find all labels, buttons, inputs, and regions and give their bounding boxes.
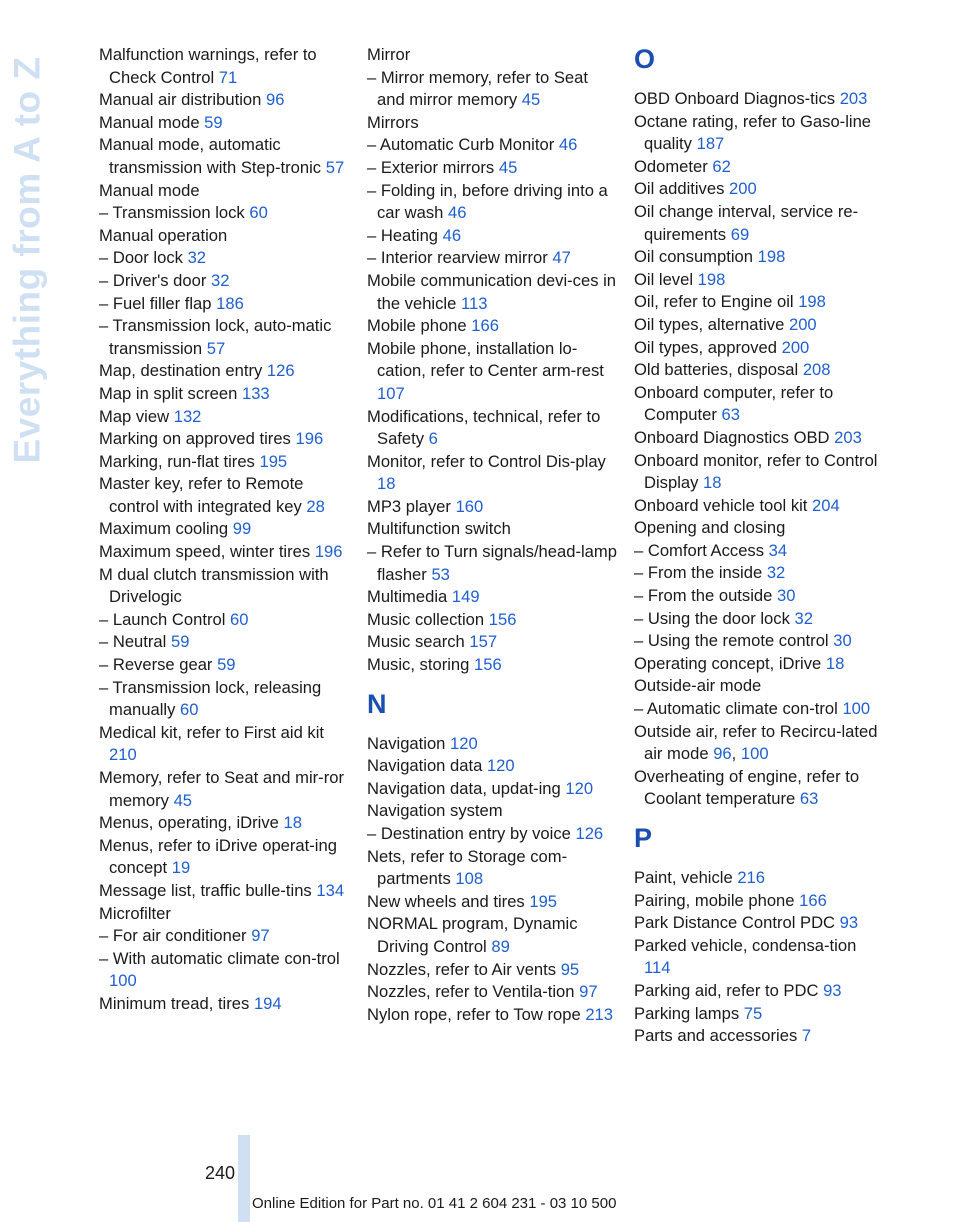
page-reference-link[interactable]: 132 <box>173 406 202 426</box>
page-reference-link[interactable]: 149 <box>451 587 480 607</box>
index-entry <box>367 913 617 958</box>
index-entry <box>99 225 347 248</box>
index-entry-text: Maximum cooling <box>99 519 229 539</box>
index-entry <box>634 337 884 360</box>
index-entry <box>367 44 617 67</box>
page-reference-link[interactable]: 32 <box>187 248 207 268</box>
index-entry-text: Music collection <box>367 609 485 629</box>
index-entry-text: – Automatic climate con-trol <box>634 699 838 719</box>
index-entry-text: NORMAL program, Dynamic Driving Control <box>367 914 578 956</box>
index-entry <box>99 315 347 360</box>
page-reference-link[interactable]: 62 <box>712 156 731 176</box>
page-reference-link[interactable]: 120 <box>450 733 478 753</box>
page-reference-link[interactable]: 47 <box>552 248 571 268</box>
index-entry-text: Oil, refer to Engine oil <box>634 292 794 312</box>
index-entry <box>367 755 617 778</box>
index-entry-text: Oil change interval, service re-quirements <box>634 201 859 244</box>
page-reference-link[interactable]: 204 <box>812 495 840 515</box>
index-entry <box>634 246 884 269</box>
index-entry <box>634 382 884 427</box>
index-entry <box>367 631 617 654</box>
page-reference-link[interactable]: 93 <box>839 913 859 933</box>
page-reference-link[interactable]: 126 <box>266 361 295 381</box>
index-entry-text: Microfilter <box>99 903 171 923</box>
index-entry <box>367 586 617 609</box>
index-entry-text: Multifunction switch <box>367 519 511 539</box>
page-reference-link[interactable]: 198 <box>757 247 786 267</box>
page-reference-link[interactable]: 100 <box>842 699 871 719</box>
index-entry <box>367 609 617 632</box>
index-entry <box>634 111 884 156</box>
index-entry <box>99 564 347 609</box>
index-entry <box>99 835 347 880</box>
page-reference-link[interactable]: 216 <box>737 868 766 887</box>
index-entry-text: – Transmission lock, auto-matic transmission <box>99 316 332 358</box>
page-reference-link[interactable]: 30 <box>833 631 852 651</box>
page-reference-link[interactable]: 108 <box>455 869 484 889</box>
page-reference-link[interactable]: 100 <box>740 744 769 764</box>
index-entry-text: Mobile phone <box>367 316 467 336</box>
index-entry <box>634 291 884 314</box>
index-entry <box>99 451 347 474</box>
page-reference-link[interactable]: 96 <box>265 90 285 110</box>
index-entry-text: Operating concept, iDrive <box>634 653 822 673</box>
index-entry <box>367 270 617 315</box>
index-entry <box>367 338 617 406</box>
index-entry <box>634 867 884 890</box>
index-column-3 <box>634 44 884 1048</box>
index-entry-text: Old batteries, disposal <box>634 360 799 380</box>
page-reference-link[interactable]: 134 <box>316 880 345 900</box>
index-entry <box>99 202 347 225</box>
index-entry-text: – Destination entry by voice <box>367 824 571 843</box>
page-reference-link[interactable]: 45 <box>521 90 541 110</box>
page-reference-link[interactable]: 93 <box>823 980 842 1000</box>
index-entry-text: – Neutral <box>99 632 167 652</box>
index-entry-text: Modifications, technical, refer to Safety <box>367 406 601 449</box>
index-entry-text: Navigation <box>367 733 446 753</box>
index-entry-text: Nets, refer to Storage com-partments <box>367 846 568 889</box>
index-entry <box>99 44 347 89</box>
index-entry-text: Oil types, approved <box>634 337 777 357</box>
page-reference-link[interactable]: 213 <box>585 1004 613 1024</box>
index-entry <box>367 654 617 677</box>
index-entry-text: Oil consumption <box>634 247 753 267</box>
index-entry <box>99 654 347 677</box>
page-reference-link[interactable]: 210 <box>109 745 137 765</box>
page-reference-link[interactable]: 96 <box>713 744 732 764</box>
index-entry-text: Map view <box>99 406 170 426</box>
index-entry-text: – Launch Control <box>99 609 226 629</box>
index-entry-text: – Folding in, before driving into a car wash <box>367 180 608 223</box>
index-entry-text: – Comfort Access <box>634 540 765 560</box>
index-entry <box>634 675 884 698</box>
index-entry-text: Master key, refer to Remote control with integrated key <box>99 474 304 516</box>
page-reference-link[interactable]: 166 <box>471 316 499 336</box>
page-reference-link[interactable]: 195 <box>529 891 558 911</box>
index-entry-text: Mirror <box>367 45 411 64</box>
index-entry-text: Opening and closing <box>634 518 786 538</box>
index-entry <box>634 495 884 518</box>
page-reference-link[interactable]: 156 <box>473 655 502 675</box>
index-entry-text: Parking aid, refer to PDC <box>634 980 819 1000</box>
page-reference-link[interactable]: 45 <box>498 157 518 177</box>
index-entry <box>99 925 347 948</box>
index-entry-text: Navigation system <box>367 801 503 821</box>
index-entry <box>634 427 884 450</box>
index-entry <box>367 541 617 586</box>
page-reference-link[interactable]: 203 <box>834 427 862 447</box>
index-entry-text: – Using the door lock <box>634 608 790 628</box>
index-entry-text: Mobile phone, installation lo-cation, refer to Center arm-rest <box>367 338 604 381</box>
page-reference-link[interactable]: 19 <box>171 858 191 878</box>
index-entry <box>634 630 884 653</box>
index-entry-text: Map, destination entry <box>99 361 263 381</box>
page-reference-link[interactable]: 200 <box>729 179 757 199</box>
page-reference-link[interactable]: 59 <box>204 112 223 132</box>
index-entry-text: Menus, operating, iDrive <box>99 813 279 833</box>
index-entry-text: – Fuel filler flap <box>99 293 212 313</box>
index-entry <box>634 314 884 337</box>
page-reference-link[interactable]: 89 <box>491 936 510 956</box>
index-entry-text: Octane rating, refer to Gaso-line quality <box>634 111 872 154</box>
index-entry <box>634 201 884 246</box>
index-entry-text: MP3 player <box>367 496 451 516</box>
index-entry-text: Mobile communication devi-ces in the vehicle <box>367 270 617 313</box>
page-reference-link[interactable]: 208 <box>802 360 831 380</box>
index-entry-text: – Door lock <box>99 248 183 268</box>
index-entry <box>367 846 617 891</box>
page-reference-link[interactable]: 18 <box>377 474 396 494</box>
index-entry-text: – Refer to Turn signals/head-lamp flasher <box>367 542 617 584</box>
index-entry <box>634 156 884 179</box>
index-entry-text: Manual mode <box>99 112 200 132</box>
index-entry <box>634 608 884 631</box>
page-reference-link[interactable]: 59 <box>170 632 190 652</box>
page-reference-link[interactable]: 57 <box>325 157 345 177</box>
index-entry-text: Onboard computer, refer to Computer <box>634 382 834 425</box>
page-reference-link[interactable]: 63 <box>799 789 819 809</box>
index-entry <box>367 959 617 982</box>
index-entry-text: Navigation data <box>367 756 483 776</box>
index-entry-text: Onboard Diagnostics OBD <box>634 427 830 447</box>
index-entry-text: Mirrors <box>367 112 419 132</box>
index-entry-text: Onboard monitor, refer to Control Display <box>634 450 878 493</box>
index-entry-text: Memory, refer to Seat and mir-ror memory <box>99 768 344 810</box>
index-entry-text: Music, storing <box>367 655 470 675</box>
index-entry <box>99 812 347 835</box>
index-entry <box>367 518 617 541</box>
page-reference-link[interactable]: 187 <box>696 134 725 154</box>
page-reference-link[interactable]: 30 <box>776 586 796 606</box>
index-entry-text: Music search <box>367 632 465 652</box>
index-entry-text: Odometer <box>634 156 708 176</box>
page-reference-link[interactable]: 156 <box>488 609 517 629</box>
page-reference-link[interactable]: 46 <box>558 135 578 155</box>
index-entry <box>634 359 884 382</box>
index-entry-text: Manual air distribution <box>99 90 262 110</box>
index-entry <box>634 450 884 495</box>
index-entry <box>99 518 347 541</box>
page-reference-link[interactable]: 194 <box>253 993 282 1013</box>
page-reference-link[interactable]: 60 <box>249 203 268 223</box>
index-entry <box>367 406 617 451</box>
index-entry <box>634 178 884 201</box>
index-entry <box>99 609 347 632</box>
page-reference-link[interactable]: 53 <box>431 564 450 584</box>
index-entry-text: Monitor, refer to Control Dis-play <box>367 451 606 471</box>
index-entry <box>634 1025 884 1048</box>
index-entry <box>367 981 617 1004</box>
index-entry <box>634 698 884 721</box>
index-entry <box>99 880 347 903</box>
index-entry <box>99 428 347 451</box>
page-reference-link[interactable]: 107 <box>377 383 405 403</box>
index-entry-text: – From the inside <box>634 563 763 583</box>
index-entry-text: Map in split screen <box>99 383 238 403</box>
index-entry <box>99 247 347 270</box>
index-entry-text: Maximum speed, winter tires <box>99 542 311 562</box>
page-reference-link[interactable]: 18 <box>825 653 845 673</box>
page-reference-link[interactable]: 160 <box>455 496 484 516</box>
page-reference-link[interactable]: 60 <box>230 609 249 629</box>
index-entry-text: – Exterior mirrors <box>367 157 495 177</box>
page-reference-link[interactable]: 32 <box>766 563 786 583</box>
section-side-title <box>2 40 54 480</box>
page-reference-link[interactable]: 97 <box>251 926 270 946</box>
index-entry <box>99 948 347 993</box>
page-reference-link[interactable]: 57 <box>206 338 226 358</box>
page-reference-link[interactable]: 6 <box>428 429 438 449</box>
footer-accent-bar <box>238 1135 250 1222</box>
index-entry-text: – Automatic Curb Monitor <box>367 135 555 155</box>
index-entry-text: Paint, vehicle <box>634 868 733 887</box>
index-entry-text: Oil types, alternative <box>634 314 785 334</box>
index-entry-text: – Driver's door <box>99 270 207 290</box>
online-edition-note: Online Edition for Part no. 01 41 2 604 231 - 03 10 500 <box>252 1195 617 1212</box>
index-entry <box>367 157 617 180</box>
page-reference-link[interactable]: 99 <box>232 519 252 539</box>
index-entry <box>367 1004 617 1027</box>
index-letter-heading: N <box>367 688 387 719</box>
index-entry-text: Marking on approved tires <box>99 429 291 449</box>
index-entry <box>99 406 347 429</box>
page-reference-link[interactable]: 34 <box>768 540 788 560</box>
page-reference-link[interactable]: 95 <box>560 959 580 979</box>
page-reference-link[interactable]: 45 <box>173 790 193 810</box>
index-entry <box>99 89 347 112</box>
index-entry <box>99 631 347 654</box>
page-reference-link[interactable]: 186 <box>216 293 244 313</box>
index-column-1 <box>99 44 347 1016</box>
page-reference-link[interactable]: 69 <box>730 224 750 244</box>
page-reference-link[interactable]: 32 <box>794 608 813 628</box>
page-reference-link[interactable]: 200 <box>788 314 817 334</box>
index-entry <box>99 134 347 179</box>
index-entry-text: New wheels and tires <box>367 891 525 911</box>
page-reference-link[interactable]: 196 <box>314 542 343 562</box>
page-reference-link[interactable]: 133 <box>241 383 270 403</box>
index-entry-text: – From the outside <box>634 586 773 606</box>
index-entry-text: – Heating <box>367 225 439 245</box>
index-entry-text: – Interior rearview mirror <box>367 248 548 268</box>
index-entry <box>634 88 884 111</box>
index-entry-text: Pairing, mobile phone <box>634 890 795 910</box>
index-entry-text: Oil additives <box>634 179 725 199</box>
side-title-text: Everything from A to Z <box>7 56 48 464</box>
index-entry <box>99 360 347 383</box>
index-entry-text: M dual clutch transmission with Drivelogic <box>99 564 329 607</box>
index-entry-text: Multimedia <box>367 587 448 607</box>
index-entry <box>367 247 617 270</box>
index-entry <box>99 473 347 518</box>
index-entry <box>367 823 617 846</box>
page-reference-link[interactable]: 100 <box>109 971 137 991</box>
index-entry-text: Parking lamps <box>634 1003 740 1023</box>
index-entry <box>99 993 347 1016</box>
index-column-2 <box>367 44 617 1026</box>
index-entry-text: – Transmission lock, releasing manually <box>99 677 322 720</box>
index-entry-text: Outside-air mode <box>634 676 762 696</box>
index-entry <box>367 134 617 157</box>
index-entry <box>634 935 884 980</box>
index-entry <box>634 653 884 676</box>
page-reference-link[interactable]: 120 <box>486 756 515 776</box>
index-entry <box>634 766 884 811</box>
index-entry <box>99 767 347 812</box>
page-reference-link[interactable]: 75 <box>743 1003 763 1023</box>
index-entry-text: Overheating of engine, refer to Coolant temperature <box>634 766 860 809</box>
index-entry-text: – Transmission lock <box>99 203 245 223</box>
index-entry <box>99 112 347 135</box>
page-reference-link[interactable]: 63 <box>721 405 740 425</box>
index-entry <box>99 270 347 293</box>
page-reference-link[interactable]: 203 <box>839 89 868 108</box>
page-reference-link[interactable]: 198 <box>697 269 726 289</box>
index-entry-text: Nylon rope, refer to Tow rope <box>367 1004 581 1024</box>
page-reference-link[interactable]: 114 <box>644 958 671 978</box>
index-entry: Outside air, refer to Recircu-lated air mode 96, 100 <box>634 721 878 764</box>
index-entry-text: Minimum tread, tires <box>99 993 250 1013</box>
index-entry <box>634 562 884 585</box>
index-entry-text: Parts and accessories <box>634 1026 798 1046</box>
index-entry-text: – With automatic climate con-trol <box>99 948 340 968</box>
index-entry <box>634 585 884 608</box>
page-reference-link[interactable]: 126 <box>575 824 604 843</box>
index-entry-text: – Reverse gear <box>99 655 213 675</box>
index-entry <box>367 891 617 914</box>
page-reference-link[interactable]: 7 <box>801 1026 812 1046</box>
index-letter-heading: O <box>634 44 656 74</box>
page-reference-link[interactable]: 28 <box>306 496 325 516</box>
index-entry-text: Marking, run-flat tires <box>99 451 255 471</box>
index-entry <box>367 451 617 496</box>
index-entry-text: Nozzles, refer to Ventila-tion <box>367 982 575 1002</box>
index-entry-text: OBD Onboard Diagnos-tics <box>634 89 836 108</box>
index-entry <box>367 496 617 519</box>
page-reference-link[interactable]: 60 <box>180 700 199 720</box>
index-entry <box>367 778 617 801</box>
page-reference-link[interactable]: 166 <box>799 890 827 910</box>
page-reference-link[interactable]: 195 <box>259 451 288 471</box>
index-entry <box>634 517 884 540</box>
index-entry <box>99 293 347 316</box>
index-letter-heading: P <box>634 823 653 853</box>
page-reference-link[interactable]: 71 <box>218 67 238 87</box>
index-entry <box>634 912 884 935</box>
index-entry <box>99 722 347 767</box>
index-entry-text: – For air conditioner <box>99 926 247 946</box>
index-entry <box>367 800 617 823</box>
index-entry <box>634 540 884 563</box>
index-entry <box>367 315 617 338</box>
page-reference-link[interactable]: 113 <box>460 293 488 313</box>
page-reference-link[interactable]: 196 <box>295 429 324 449</box>
index-entry-text: – Using the remote control <box>634 631 829 651</box>
index-entry <box>634 980 884 1003</box>
index-entry-text: Manual operation <box>99 225 228 245</box>
index-entry-text: Park Distance Control PDC <box>634 913 836 933</box>
index-entry <box>367 733 617 756</box>
index-entry <box>99 541 347 564</box>
page-reference-link[interactable]: 46 <box>442 225 462 245</box>
page-reference-link[interactable]: 120 <box>565 778 594 798</box>
index-entry <box>634 1003 884 1026</box>
page-reference-link[interactable]: 200 <box>781 337 810 357</box>
index-entry-text: Manual mode, automatic transmission with Step-tronic <box>99 135 322 177</box>
page-reference-link[interactable]: 59 <box>217 655 236 675</box>
page-reference-link[interactable]: 97 <box>579 982 598 1002</box>
index-entry-text: Oil level <box>634 269 694 289</box>
index-entry <box>99 903 347 926</box>
index-entry-text: Onboard vehicle tool kit <box>634 495 808 515</box>
index-entry-text: Menus, refer to iDrive operat-ing concept <box>99 835 337 878</box>
index-entry-text: Medical kit, refer to First aid kit <box>99 722 324 742</box>
index-entry-text: Malfunction warnings, refer to Check Control <box>99 45 317 87</box>
index-entry <box>367 225 617 248</box>
page-number: 240 <box>205 1163 236 1183</box>
index-entry <box>367 112 617 135</box>
page-reference-link[interactable]: 46 <box>448 203 467 223</box>
index-entry <box>99 383 347 406</box>
index-entry <box>99 677 347 722</box>
index-entry-text: Message list, traffic bulle-tins <box>99 880 312 900</box>
index-entry-text: Parked vehicle, condensa-tion <box>634 935 857 955</box>
index-entry <box>99 180 347 203</box>
index-entry <box>634 890 884 913</box>
page-reference-link[interactable]: 157 <box>469 632 498 652</box>
index-entry <box>367 180 617 225</box>
page-reference-link[interactable]: 32 <box>211 270 230 290</box>
index-entry-text: Manual mode <box>99 180 200 200</box>
index-entry <box>367 67 617 112</box>
index-entry <box>634 269 884 292</box>
index-entry-text: Nozzles, refer to Air vents <box>367 959 557 979</box>
index-entry-text: Navigation data, updat-ing <box>367 778 561 798</box>
page-reference-link[interactable]: 198 <box>798 292 826 312</box>
page-reference-link[interactable]: 18 <box>283 813 302 833</box>
page-reference-link[interactable]: 18 <box>703 473 722 493</box>
index-entry-text: – Mirror memory, refer to Seat and mirror memory <box>367 67 588 110</box>
index-entry-text: Outside air, refer to Recircu-lated air mode <box>634 721 878 764</box>
